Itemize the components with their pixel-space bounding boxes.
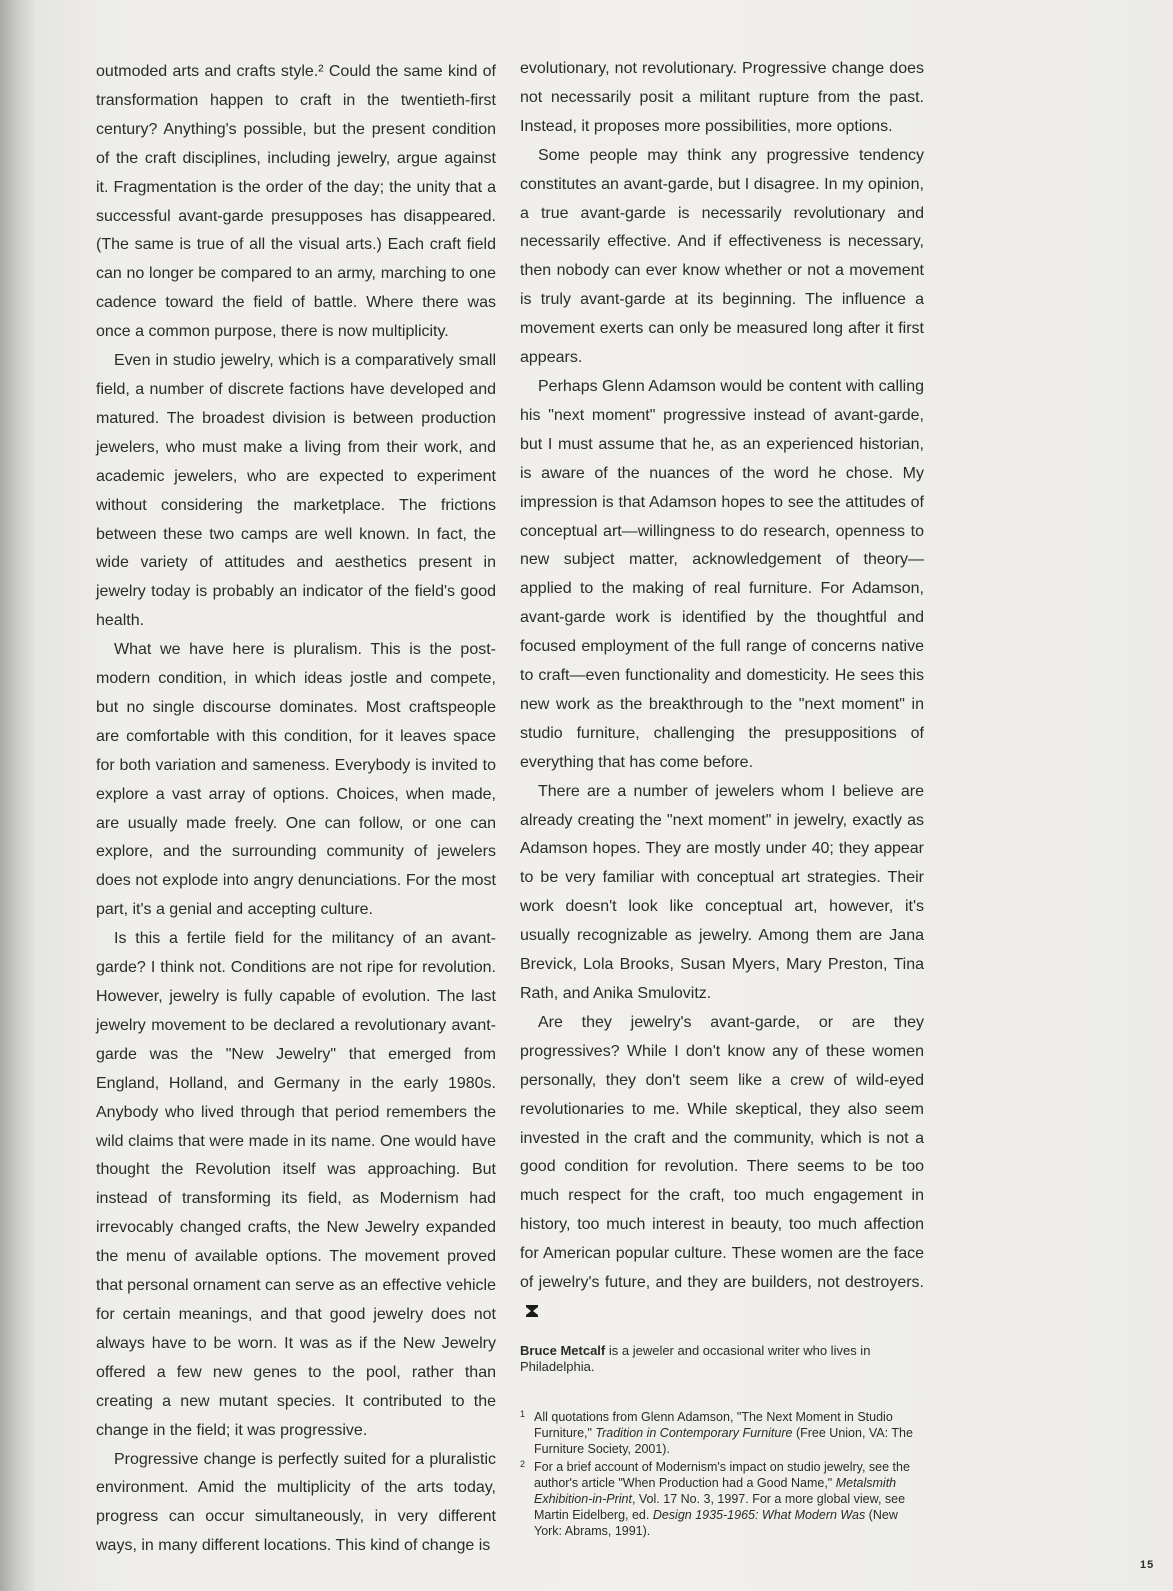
- author-bio: [520, 1343, 924, 1375]
- magazine-page: [34, 0, 1173, 1591]
- author-bio-text: is a jeweler and occasional writer who lives in Philadelphia.: [520, 1342, 871, 1374]
- book-spine-shadow: [0, 0, 34, 1591]
- footnote-text: All quotations from Glenn Adamson, "The Next Moment in Studio Furniture,": [534, 1409, 893, 1440]
- footnote-title: Metalsmith Exhibition-in-Print: [534, 1475, 897, 1506]
- footnote-text: (New York: Abrams, 1991).: [534, 1507, 898, 1538]
- footnote: [520, 1409, 924, 1457]
- paragraph-text: Are they jewelry's avant-garde, or are they progressives? While I don't know any of these women personally, they don't seem like a crew of wild-eyed revolutionaries to me. While skeptical, they also seem invested in the craft and the community, which is not a good condition for revolution. There seems to be too much respect for the craft, too much engagement in history, too much interest in beauty, too much affection for American popular culture. These women are the face of jewelry's future, and they are builders, not destroyers.: [520, 1013, 924, 1292]
- footnotes: [520, 1409, 924, 1539]
- paragraph: There are a number of jewelers whom I believe are already creating the "next moment" in jewelry, exactly as Adamson hopes. They are mostly under 40; they appear to be very familiar with conceptual art strategies. Their work doesn't look like conceptual art, however, it's usually recognizable as jewelry. Among them are Jana Brevick, Lola Brooks, Susan Myers, Mary Preston, Tina Rath, and Anika Smulovitz.: [520, 782, 924, 1002]
- paragraph: Progressive change is perfectly suited for a pluralistic environment. Amid the multiplicity of the arts today, progress can occur simultaneously, in very different ways, in many different locations. This kind of change is: [96, 1450, 496, 1555]
- paragraph: What we have here is pluralism. This is the post-modern condition, in which ideas jostle and compete, but no single discourse dominates. Most craftspeople are comfortable with this condition, for it leaves space for both variation and sameness. Everybody is invited to explore a vast array of options. Choices, when made, are usually made freely. One can follow, or one can explore, and the surrounding community of jewelers does not explode into angry denunciations. For the most part, it's a genial and accepting culture.: [96, 641, 496, 919]
- paragraph: outmoded arts and crafts style.² Could the same kind of transformation happen to craft in the twentieth-first century? Anything's possible, but the present condition of the craft disciplines, including jewelry, argue against it. Fragmentation is the order of the day; the unity that a successful avant-garde presupposes has disappeared. (The same is true of all the visual arts.) Each craft field can no longer be compared to an army, marching to one cadence toward the field of battle. Where there was once a common purpose, there is now multiplicity.: [96, 63, 496, 341]
- end-mark-icon: [526, 1305, 538, 1317]
- footnote-text: , Vol. 17 No. 3, 1997. For a more global view, see Martin Eidelberg, ed.: [534, 1491, 906, 1522]
- final-paragraph: [520, 1009, 924, 1327]
- footnote-title: Design 1935-1965: What Modern Was: [652, 1507, 866, 1522]
- footnote-number: 2: [520, 1458, 526, 1469]
- page-number: 15: [1140, 1559, 1155, 1571]
- footnote-title: Tradition in Contemporary Furniture: [595, 1425, 793, 1440]
- paragraph: Perhaps Glenn Adamson would be content with calling his "next moment" progressive instead of avant-garde, but I must assume that he, as an experienced historian, is aware of the nuances of the word he chose. My impression is that Adamson hopes to see the attitudes of conceptual art—willingness to do research, openness to new subject matter, acknowledgement of theory—applied to the making of real furniture. For Adamson, avant-garde work is identified by the thoughtful and focused employment of the full range of concerns native to craft—even functionality and domesticity. He sees this new work as the breakthrough to the "next moment" in studio furniture, challenging the presuppositions of everything that has come before.: [520, 377, 925, 771]
- footnote-number: 1: [520, 1408, 526, 1419]
- footnote-text: (Free Union, VA: The Furniture Society, 2001).: [534, 1425, 913, 1456]
- paragraph: Is this a fertile field for the militancy of an avant-garde? I think not. Conditions are not ripe for revolution. However, jewelry is fully capable of evolution. The last jewelry movement to be declared a revolutionary avant-garde was the "New Jewelry" that emerged from England, Holland, and Germany in the early 1980s. Anybody who lived through that period remembers the wild claims that were made in its name. One would have thought the Revolution itself was approaching. But instead of transforming its field, as Modernism had irrevocably changed crafts, the New Jewelry expanded the menu of available options. The movement proved that personal ornament can serve as an effective vehicle for certain meanings, and that good jewelry does not always have to be worn. It was as if the New Jewelry offered a few new genes to the pool, rather than creating a new mutant species. It contributed to the change in the field; it was progressive.: [96, 930, 496, 1439]
- paragraph: evolutionary, not revolutionary. Progressive change does not necessarily posit a militant rupture from the past. Instead, it proposes more possibilities, more options.: [520, 60, 924, 135]
- paragraph: Even in studio jewelry, which is a comparatively small field, a number of discrete factions have developed and matured. The broadest division is between production jewelers, who must make a living from their work, and academic jewelers, who are expected to experiment without considering the marketplace. The frictions between these two camps are well known. In fact, the wide variety of attitudes and aesthetics present in jewelry today is probably an indicator of the field's good health.: [96, 352, 496, 630]
- right-text-column: [520, 55, 924, 1541]
- footnote: [520, 1459, 924, 1539]
- paragraph: Some people may think any progressive tendency constitutes an avant-garde, but I disagree. In my opinion, a true avant-garde is necessarily revolutionary and necessarily effective. And if effectiveness is necessary, then nobody can ever know whether or not a movement is truly avant-garde at its beginning. The influence a movement exerts can only be measured long after it first appears.: [520, 146, 924, 367]
- left-text-column: [96, 58, 496, 1561]
- author-name: Bruce Metcalf: [520, 1342, 606, 1358]
- footnote-text: For a brief account of Modernism's impact on studio jewelry, see the author's article "When Production had a Good Name,": [534, 1459, 910, 1490]
